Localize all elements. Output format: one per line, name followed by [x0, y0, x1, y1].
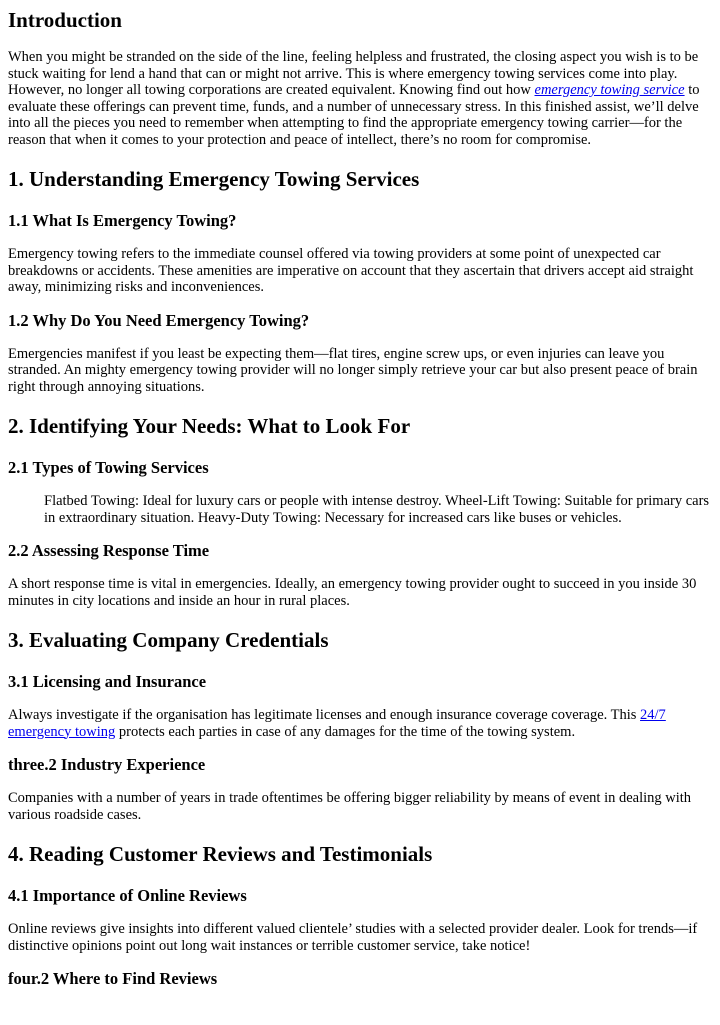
- emergency-towing-service-link[interactable]: emergency towing service: [534, 82, 685, 98]
- section-1-1-paragraph: Emergency towing refers to the immediate counsel offered via towing providers at some point of unexpected car breakdowns or accidents. These amenities are imperative on account that they ascertain that drivers accept aid straight away, minimizing risks and inconveniences.: [8, 246, 694, 295]
- section-1-heading: 1. Understanding Emergency Towing Services: [8, 167, 420, 191]
- section-4-1-heading: 4.1 Importance of Online Reviews: [8, 886, 247, 905]
- section-1-2-paragraph: Emergencies manifest if you least be expecting them—flat tires, engine screw ups, or even injuries can leave you stranded. An mighty emergency towing provider will no longer simply retrieve your car but also present peace of brain right through annoying situations.: [8, 345, 698, 395]
- section-4-heading: 4. Reading Customer Reviews and Testimonials: [8, 842, 433, 866]
- section-2-2-heading: 2.2 Assessing Response Time: [8, 541, 210, 560]
- section-3-2-heading: three.2 Industry Experience: [8, 755, 206, 774]
- intro-text-start: When you might be stranded on the side of the line, feeling helpless and frustrated, the closing aspect you wish is to be stuck waiting for lend a hand that can or might not arrive. This is where emergency towing services come into play. However, no longer all towing corporations are created equivalent. Knowing find out how: [8, 49, 699, 98]
- section-1-2-heading: 1.2 Why Do You Need Emergency Towing?: [8, 310, 310, 330]
- 247-emergency-towing-link[interactable]: 24/7 emergency towing: [8, 707, 666, 740]
- licensing-text-start: Always investigate if the organisation has legitimate licenses and enough insurance coverage coverage. This: [8, 707, 641, 723]
- intro-heading: Introduction: [8, 8, 122, 32]
- section-3-1-heading: 3.1 Licensing and Insurance: [8, 672, 207, 691]
- section-3-heading: 3. Evaluating Company Credentials: [8, 628, 329, 652]
- section-4-1-paragraph: Online reviews give insights into different valued clientele’ studies with a selected provider dealer. Look for trends—if distinctive opinions point out long wait instances or terrible customer service, take notice!: [8, 921, 698, 954]
- section-2-heading: 2. Identifying Your Needs: What to Look For: [8, 414, 411, 438]
- licensing-text-end: protects each parties in case of any damages for the time of the towing system.: [115, 723, 576, 740]
- intro-text-end: to evaluate these offerings can prevent time, funds, and a number of unnecessary stress. In this finished assist, we’ll delve into all the pieces you need to remember when attempting to find the appropriate emergency towing carrier—for the reason that when it comes to your protection and peace of intellect, there’s no room for compromise.: [8, 82, 700, 148]
- section-2-2-paragraph: A short response time is vital in emergencies. Ideally, an emergency towing provider ought to succeed in you inside 30 minutes in city locations and inside an hour in rural places.: [8, 576, 697, 609]
- section-2-1-heading: 2.1 Types of Towing Services: [8, 458, 209, 477]
- towing-types-blockquote: Flatbed Towing: Ideal for luxury cars or people with intense destroy. Wheel-Lift Towing: Suitable for primary cars in extraordinary situation. Heavy-Duty Towing: Necessary for increased cars like buses or vehicles.: [44, 493, 710, 526]
- section-3-1-paragraph: [8, 707, 720, 740]
- section-1-1-heading: 1.1 What Is Emergency Towing?: [8, 211, 237, 230]
- section-3-2-paragraph: Companies with a number of years in trade oftentimes be offering bigger reliability by means of event in dealing with various roadside cases.: [8, 790, 692, 823]
- intro-paragraph: [8, 49, 720, 148]
- section-4-2-heading: four.2 Where to Find Reviews: [8, 969, 218, 988]
